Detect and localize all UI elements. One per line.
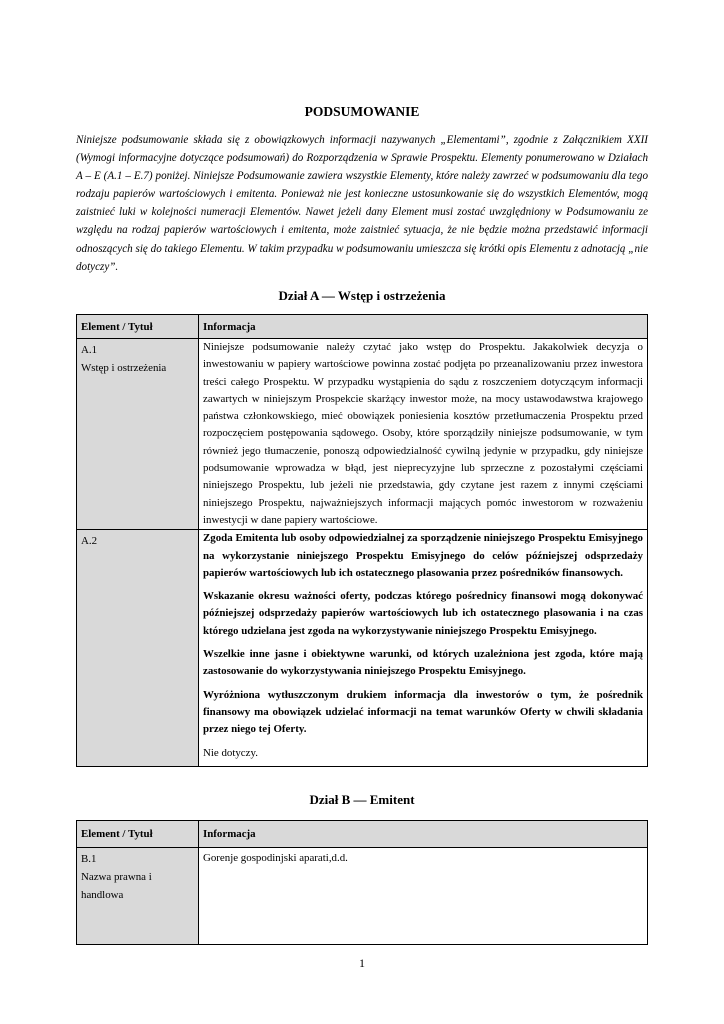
section-a-heading: Dział A — Wstęp i ostrzeżenia (278, 288, 446, 303)
section-b-heading: Dział B — Emitent (309, 792, 415, 807)
element-name-b1: Nazwa prawna i handlowa (81, 871, 152, 901)
intro-paragraph: Niniejsze podsumowanie składa się z obowiązkowych informacji nazywanych „Elementami”, zgodnie z Załącznikiem XXII (Wymogi informacyjne dotyczące podsumowań) do Rozporządzenia w Sprawie Prospektu. Elementy ponumerowano w Działach A – E (A.1 – E.7) poniżej. Niniejsze Podsumowanie zawiera wszystkie Elementy, które należy zawrzeć w podsumowaniu dla tego rodzaju papierów wartościowych i emitenta. Ponieważ nie jest konieczne ustosunkowanie się do wszystkich Elementów, mogą zaistnieć luki w kolejności numeracji Elementów. Nawet jeżeli dany Element musi zostać uwzględniony w Podsumowaniu ze względu na rodzaj papierów wartościowych i emitenta, może zaistnieć sytuacja, że nie będzie można przedstawić informacji odnoszących się do takiego Elementu. W takim przypadku w podsumowaniu umieszcza się krótki opis Elementu z adnotacją „nie dotyczy”. (76, 134, 648, 273)
element-cell-b1 (77, 848, 199, 945)
element-name-a1: Wstęp i ostrzeżenia (81, 362, 167, 374)
info-a2-conditions: Wszelkie inne jasne i obiektywne warunki, od których uzależniona jest zgoda, które mają zastosowanie do wykorzystywania niniejszego Prospektu Emisyjnego. (203, 648, 643, 678)
column-header-element: Element / Tytuł (77, 821, 199, 848)
info-text-a1: Niniejsze podsumowanie należy czytać jako wstęp do Prospektu. Jakakolwiek decyzja o inwestowaniu w papiery wartościowe powinna zostać podjęta po przeanalizowaniu przez inwestora treści całego Prospektu. W przypadku wystąpienia do sądu z roszczeniem dotyczącym informacji zawartych w niniejszym Prospekcie skarżący inwestor może, na mocy ustawodawstwa krajowego państwa członkowskiego, mieć obowiązek poniesienia kosztów przetłumaczenia Prospektu przed rozpoczęciem postępowania sądowego. Osoby, które sporządziły niniejsze podsumowanie, w tym również jego tłumaczenie, ponoszą odpowiedzialność cywilną jedynie w przypadku, gdy niniejsze podsumowanie wprowadza w błąd, jest nieprecyzyjne lub sprzeczne z pozostałymi częściami niniejszego Prospektu, lub jeżeli nie przedstawia, gdy czytane jest razem z innymi częściami niniejszego Prospektu, najważniejszych informacji mających pomóc inwestorom w rozważeniu inwestycji w dane papiery wartościowe. (203, 341, 643, 526)
table-header-row (77, 315, 648, 339)
page-number: 1 (359, 956, 365, 970)
info-cell-a2 (199, 530, 648, 767)
table-row-a1 (77, 339, 648, 530)
table-row-a2 (77, 530, 648, 767)
info-cell-a1 (199, 339, 648, 530)
info-a2-not-applicable: Nie dotyczy. (203, 746, 258, 759)
document-title: PODSUMOWANIE (304, 104, 420, 119)
info-cell-b1 (199, 848, 648, 945)
element-code-a2: A.2 (81, 535, 98, 548)
element-code-b1: B.1 (81, 853, 97, 865)
info-a2-consent: Zgoda Emitenta lub osoby odpowiedzialnej za sporządzenie niniejszego Prospektu Emisyjnego na wykorzystanie niniejszego Prospektu Emisyjnego do celów późniejszej odsprzedaży papierów wartościowych lub ich ostatecznego plasowania przez pośredników finansowych. (203, 532, 643, 579)
info-a2-notice: Wyróżniona wytłuszczonym drukiem informacja dla inwestorów o tym, że pośrednik finansowy ma obowiązek udzielać informacji na temat warunków Oferty w chwili składania przez niego tej Oferty. (203, 688, 643, 736)
element-code-a1: A.1 (81, 344, 98, 356)
table-header-row (77, 821, 648, 848)
section-a-table (76, 314, 648, 767)
column-header-info: Informacja (199, 315, 648, 339)
column-header-info: Informacja (199, 821, 648, 848)
info-text-b1: Gorenje gospodinjski aparati,d.d. (203, 852, 348, 864)
table-row-b1 (77, 848, 648, 945)
column-header-element: Element / Tytuł (77, 315, 199, 339)
element-cell-a2 (77, 530, 199, 767)
info-a2-period: Wskazanie okresu ważności oferty, podczas którego pośrednicy finansowi mogą dokonywać późniejszej odsprzedaży papierów wartościowych lub ich ostatecznego plasowania i na czas którego udzielana jest zgoda na wykorzystywanie niniejszego Prospektu Emisyjnego. (203, 590, 643, 637)
element-cell-a1 (77, 339, 199, 530)
section-b-table (76, 820, 648, 945)
